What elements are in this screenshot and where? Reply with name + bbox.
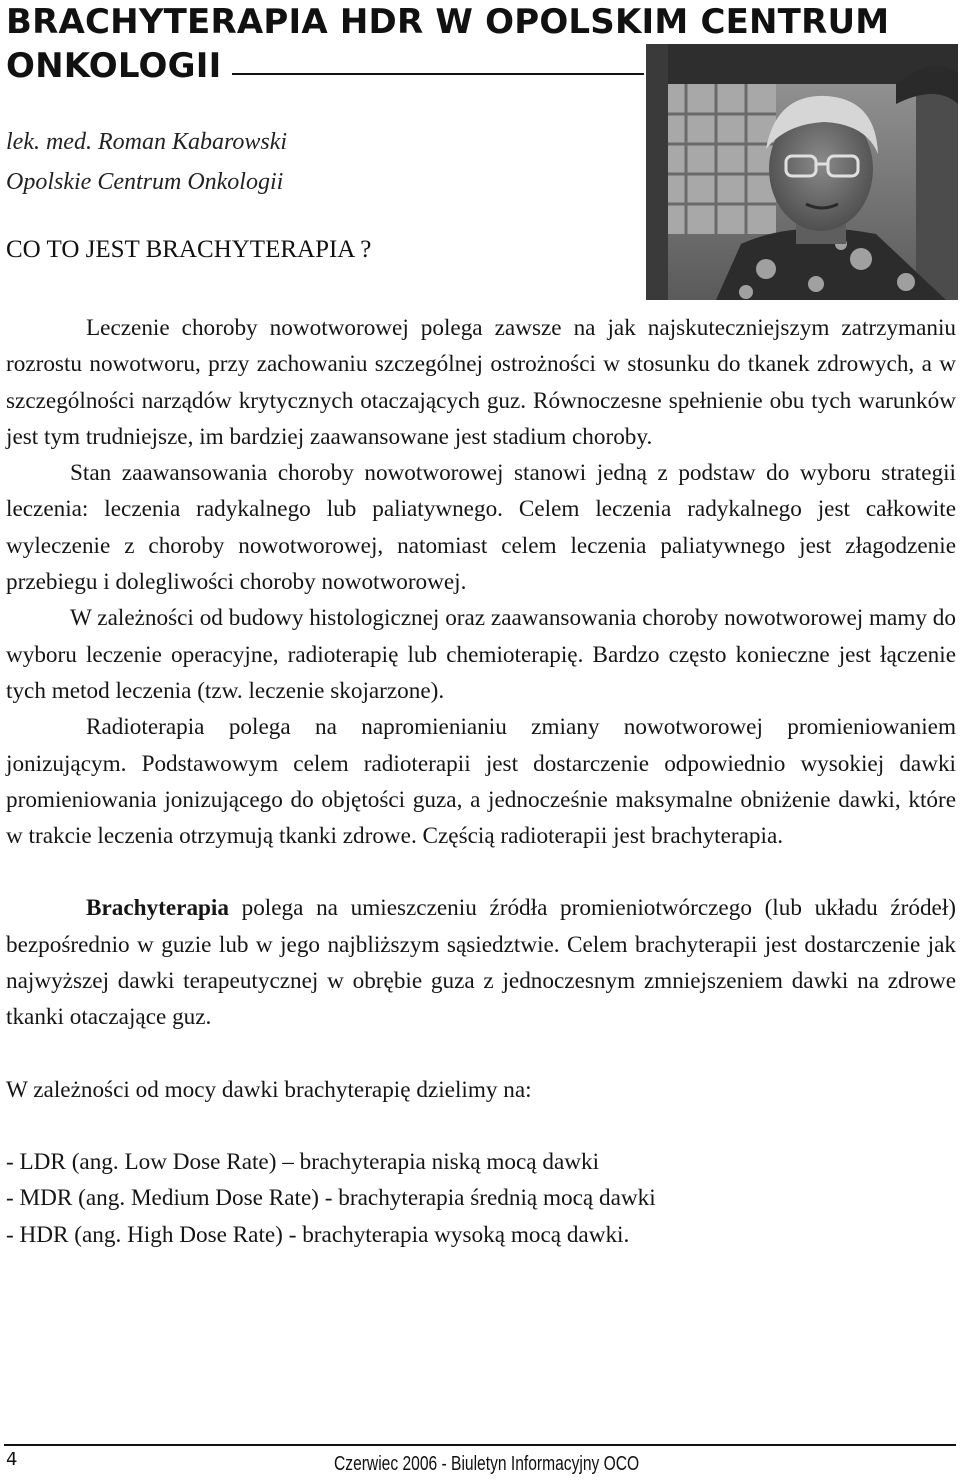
article-title-line-2: ONKOLOGII	[6, 46, 222, 86]
author-name: lek. med. Roman Kabarowski	[6, 129, 288, 155]
list-item-mdr: - MDR (ang. Medium Dose Rate) - brachyterapia średnią mocą dawki	[6, 1185, 656, 1212]
author-affiliation: Opolskie Centrum Onkologii	[6, 169, 284, 195]
list-item-hdr: - HDR (ang. High Dose Rate) - brachyterapia wysoką mocą dawki.	[6, 1221, 630, 1248]
article-title-line-1: BRACHYTERAPIA HDR W OPOLSKIM CENTRUM	[6, 2, 890, 42]
paragraph-6: W zależności od mocy dawki brachyterapię dzielimy na:	[6, 1076, 532, 1103]
footer-publication: Czerwiec 2006 - Biuletyn Informacyjny OCO	[334, 1453, 640, 1475]
footer-rule	[4, 1444, 956, 1446]
article-body	[6, 310, 956, 1253]
section-heading: CO TO JEST BRACHYTERAPIA ?	[6, 236, 372, 263]
paragraph-2: Stan zaawansowania choroby nowotworowej stanowi jedną z podstaw do wyboru strategii leczenia: leczenia radykalnego lub paliatywnego. Celem leczenia radykalnego jest całkowite wyleczenie z choroby nowotworowej, natomiast celem leczenia paliatywnego jest złagodzenie przebiegu i dolegliwości choroby nowotworowej.	[6, 460, 956, 596]
paragraph-4: Radioterapia polega na napromienianiu zmiany nowotworowej promieniowaniem jonizującym. Podstawowym celem radioterapii jest dostarczenie odpowiednio wysokiej dawki promieniowania jonizującego do objętości guza, a jednocześnie maksymalne obniżenie dawki, które w trakcie leczenia otrzymują tkanki zdrowe. Częścią radioterapii jest brachyterapia.	[6, 714, 956, 850]
title-underline	[232, 73, 644, 75]
brachyterapia-term: Brachyterapia	[86, 895, 229, 922]
author-portrait-icon	[646, 44, 958, 300]
page-number: 4	[6, 1449, 18, 1470]
author-photo	[646, 44, 958, 300]
paragraph-3: W zależności od budowy histologicznej oraz zaawansowania choroby nowotworowej mamy do wyboru leczenie operacyjne, radioterapię lub chemioterapię. Bardzo często konieczne jest łączenie tych metod leczenia (tzw. leczenie skojarzone).	[6, 605, 956, 704]
author-block	[6, 122, 287, 202]
paragraph-5-text: polega na umieszczeniu źródła promieniotwórczego (lub układu źródeł) bezpośrednio w guzie lub w jego najbliższym sąsiedztwie. Celem brachyterapii jest dostarczenie jak najwyższej dawki terapeutycznej w obrębie guza z jednoczesnym zmniejszeniem dawki na zdrowe tkanki otaczające guz.	[6, 895, 956, 1031]
list-item-ldr: - LDR (ang. Low Dose Rate) – brachyterapia niską mocą dawki	[6, 1148, 600, 1175]
paragraph-1: Leczenie choroby nowotworowej polega zawsze na jak najskuteczniejszym zatrzymaniu rozrostu nowotworu, przy zachowaniu szczególnej ostrożności w stosunku do tkanek zdrowych, a w szczególności narządów krytycznych otaczających guz. Równoczesne spełnienie obu tych warunków jest tym trudniejsze, im bardziej zaawansowane jest stadium choroby.	[6, 315, 956, 450]
paragraph-5	[6, 890, 956, 1035]
